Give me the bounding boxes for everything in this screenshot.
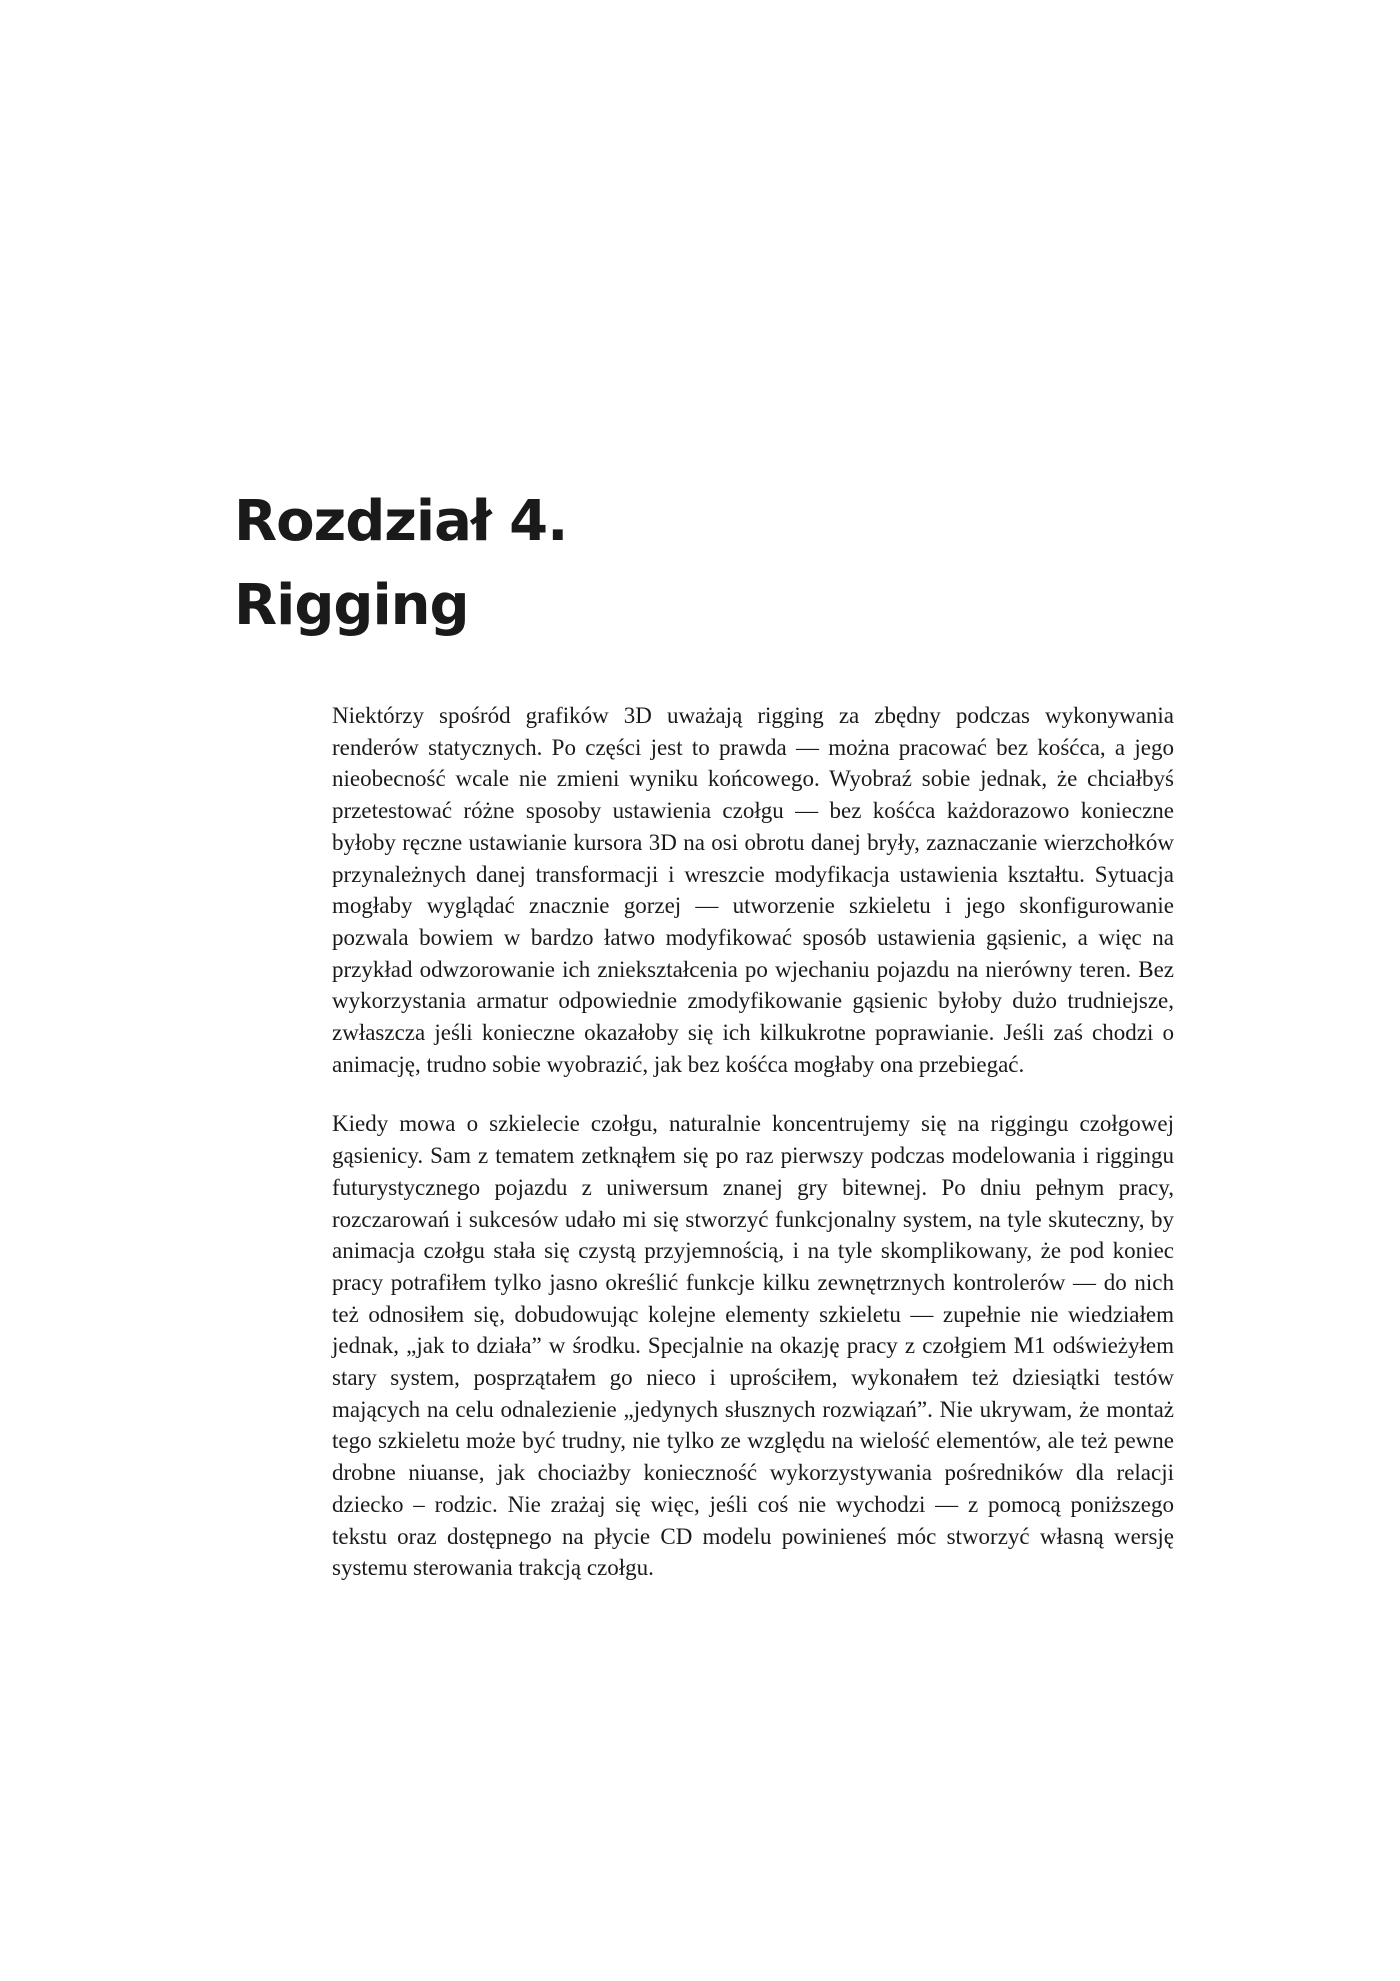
chapter-heading [234, 480, 567, 648]
chapter-body [332, 700, 1174, 1612]
paragraph-tank-skeleton: Kiedy mowa o szkielecie czołgu, naturalnie koncentrujemy się na riggingu czołgowej gąsienicy. Sam z tematem zetknąłem się po raz pierwszy podczas modelowania i riggingu futurystycznego pojazdu z uniwersum znanej gry bitewnej. Po dniu pełnym pracy, rozczarowań i sukcesów udało mi się stworzyć funkcjonalny system, na tyle skuteczny, by animacja czołgu stała się czystą przyjemnością, i na tyle skomplikowany, że pod koniec pracy potrafiłem tylko jasno określić funkcje kilku zewnętrznych kontrolerów — do nich też odnosiłem się, dobudowując kolejne elementy szkieletu — zupełnie nie wiedziałem jednak, „jak to działa” w środku. Specjalnie na okazję pracy z czołgiem M1 odświeżyłem stary system, posprzątałem go nieco i uprościłem, wykonałem też dziesiątki testów mających na celu odnalezienie „jedynych słusznych rozwiązań”. Nie ukrywam, że montaż tego szkieletu może być trudny, nie tylko ze względu na wielość elementów, ale też pewne drobne niuanse, jak chociażby konieczność wykorzystywania pośredników dla relacji dziecko – rodzic. Nie zrażaj się więc, jeśli coś nie wychodzi — z pomocą poniższego tekstu oraz dostępnego na płycie CD modelu powinieneś móc stworzyć własną wersję systemu sterowania trakcją czołgu. [332, 1111, 1174, 1581]
paragraph-intro: Niektórzy spośród grafików 3D uważają rigging za zbędny podczas wykonywania renderów statycznych. Po części jest to prawda — można pracować bez kośćca, a jego nieobecność wcale nie zmieni wyniku końcowego. Wyobraź sobie jednak, że chciałbyś przetestować różne sposoby ustawienia czołgu — bez kośćca każdorazowo konieczne byłoby ręczne ustawianie kursora 3D na osi obrotu danej bryły, zaznaczanie wierzchołków przynależnych danej transformacji i wreszcie modyfikacja ustawienia kształtu. Sytuacja mogłaby wyglądać znacznie gorzej — utworzenie szkieletu i jego skonfigurowanie pozwala bowiem w bardzo łatwo modyfikować sposób ustawienia gąsienic, a więc na przykład odwzorowanie ich zniekształcenia po wjechaniu pojazdu na nierówny teren. Bez wykorzystania armatur odpowiednie zmodyfikowanie gąsienic byłoby dużo trudniejsze, zwłaszcza jeśli konieczne okazałoby się ich kilkukrotne poprawianie. Jeśli zaś chodzi o animację, trudno sobie wyobrazić, jak bez kośćca mogłaby ona przebiegać. [332, 703, 1174, 1077]
chapter-number: Rozdział 4. [234, 489, 568, 554]
chapter-title: Rigging [234, 573, 469, 638]
